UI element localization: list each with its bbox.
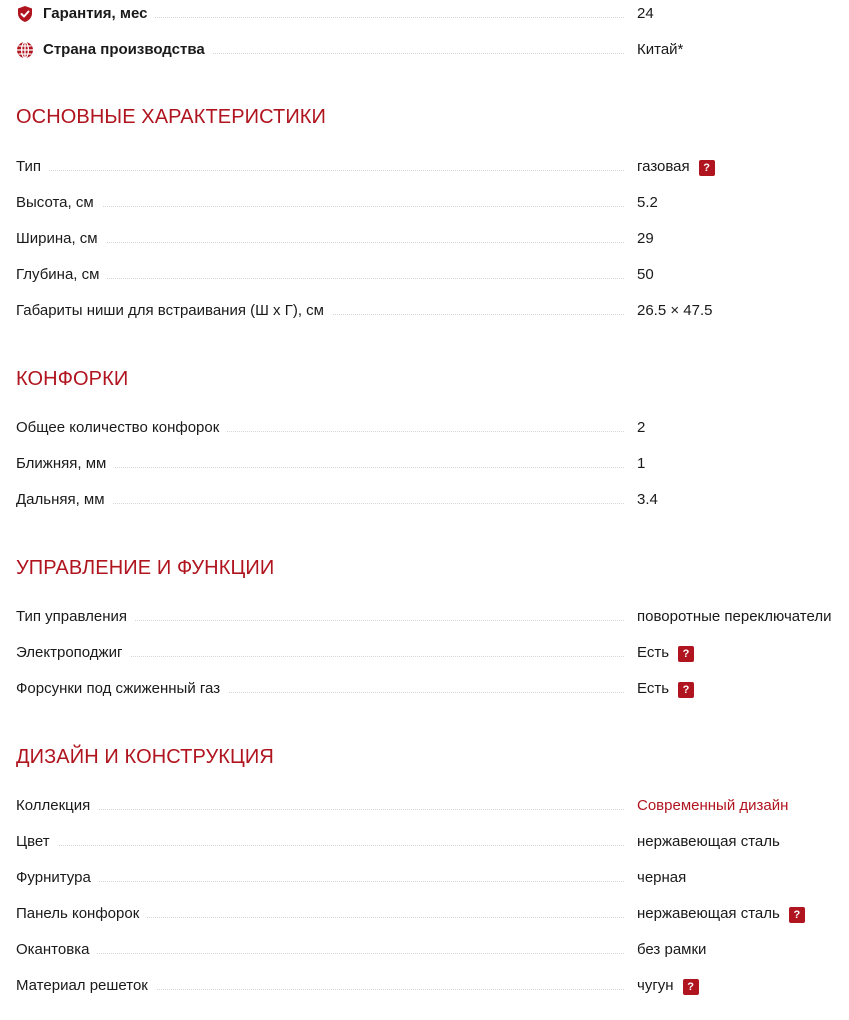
spec-value-text: нержавеющая сталь [637, 905, 780, 922]
globe-icon [16, 41, 34, 59]
spec-label: Общее количество конфорок [16, 418, 227, 438]
help-icon[interactable]: ? [678, 646, 694, 662]
spec-value: 24 [637, 5, 654, 22]
spec-value: 3.4 [637, 491, 658, 508]
spec-label: Цвет [16, 832, 58, 852]
spec-row [16, 229, 849, 249]
spec-row [16, 490, 849, 510]
spec-value [637, 679, 694, 699]
dotted-leader [16, 170, 624, 171]
spec-label: Материал решеток [16, 976, 156, 996]
dotted-leader [16, 809, 624, 810]
spec-label: Ширина, см [16, 229, 106, 249]
spec-value: 50 [637, 266, 654, 283]
spec-row-warranty [16, 4, 849, 24]
spec-label [16, 40, 213, 60]
spec-row [16, 940, 849, 960]
spec-row [16, 868, 849, 888]
spec-row [16, 157, 849, 177]
spec-row [16, 193, 849, 213]
help-icon[interactable]: ? [678, 682, 694, 698]
spec-label: Глубина, см [16, 265, 107, 285]
spec-value-text: Есть [637, 680, 670, 697]
spec-label: Тип управления [16, 607, 135, 627]
spec-value [637, 157, 715, 177]
spec-value [637, 643, 694, 663]
spec-value [637, 904, 805, 924]
spec-label-text: Страна производства [43, 41, 205, 58]
spec-value: 26.5 × 47.5 [637, 302, 713, 319]
spec-row [16, 679, 849, 699]
dotted-leader [16, 242, 624, 243]
spec-row [16, 454, 849, 474]
spec-value: черная [637, 869, 687, 886]
spec-row [16, 796, 849, 816]
spec-label: Форсунки под сжиженный газ [16, 679, 228, 699]
spec-value: 1 [637, 455, 646, 472]
spec-row [16, 832, 849, 852]
collection-link[interactable]: Современный дизайн [637, 797, 789, 814]
section-title-burners: КОНФОРКИ [16, 368, 129, 390]
spec-row [16, 643, 849, 663]
spec-label: Панель конфорок [16, 904, 147, 924]
spec-value-text: Есть [637, 644, 670, 661]
help-icon[interactable]: ? [683, 979, 699, 995]
spec-label: Тип [16, 157, 49, 177]
spec-row [16, 607, 849, 627]
spec-label: Электроподжиг [16, 643, 130, 663]
spec-label: Фурнитура [16, 868, 99, 888]
spec-label: Дальняя, мм [16, 490, 113, 510]
spec-value: нержавеющая сталь [637, 833, 780, 850]
spec-value: 5.2 [637, 194, 658, 211]
spec-label-text: Гарантия, мес [43, 5, 148, 22]
spec-row [16, 976, 849, 996]
spec-value-text: газовая [637, 158, 690, 175]
spec-row [16, 418, 849, 438]
section-title-design: ДИЗАЙН И КОНСТРУКЦИЯ [16, 746, 274, 768]
section-title-control: УПРАВЛЕНИЕ И ФУНКЦИИ [16, 557, 275, 579]
spec-value: 29 [637, 230, 654, 247]
spec-row [16, 265, 849, 285]
spec-value: без рамки [637, 941, 707, 958]
shield-check-icon [16, 5, 34, 23]
spec-value-text: чугун [637, 977, 674, 994]
dotted-leader [16, 845, 624, 846]
spec-label: Ближняя, мм [16, 454, 114, 474]
section-title-main: ОСНОВНЫЕ ХАРАКТЕРИСТИКИ [16, 106, 327, 128]
spec-label: Габариты ниши для встраивания (Ш х Г), см [16, 301, 332, 321]
spec-label: Коллекция [16, 796, 98, 816]
help-icon[interactable]: ? [789, 907, 805, 923]
spec-row-country [16, 40, 849, 60]
spec-label: Окантовка [16, 940, 97, 960]
spec-label [16, 4, 155, 24]
dotted-leader [16, 881, 624, 882]
spec-label: Высота, см [16, 193, 102, 213]
spec-value: поворотные переключатели [637, 608, 832, 625]
spec-row [16, 301, 849, 321]
dotted-leader [16, 206, 624, 207]
spec-row [16, 904, 849, 924]
spec-value [637, 976, 699, 996]
help-icon[interactable]: ? [699, 160, 715, 176]
spec-value: Китай* [637, 41, 684, 58]
spec-value: 2 [637, 419, 646, 436]
dotted-leader [16, 953, 624, 954]
